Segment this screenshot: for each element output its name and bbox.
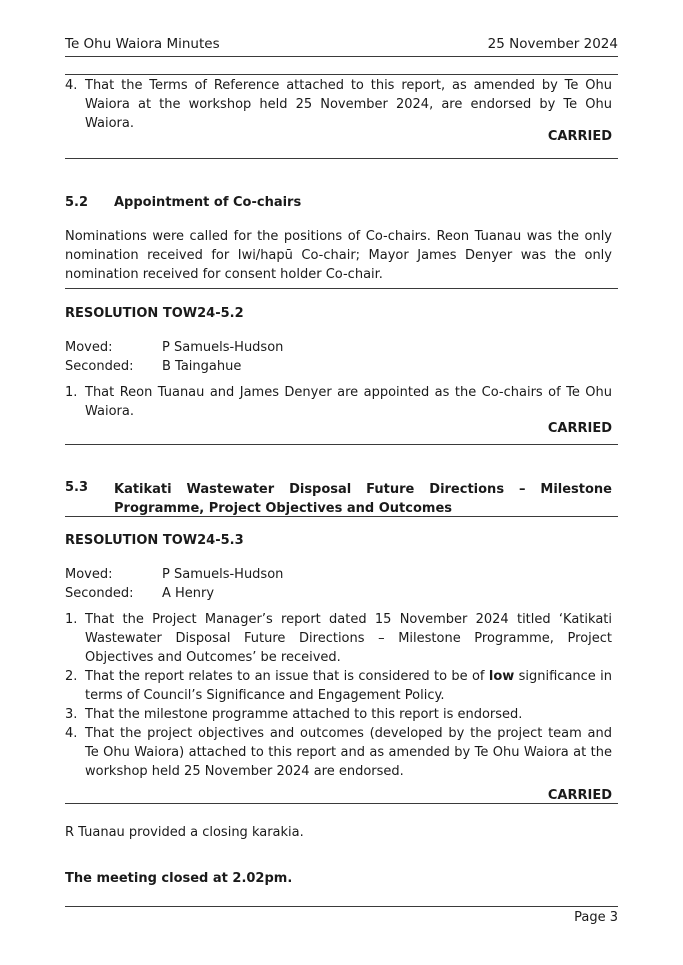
list-item-number: 4. (65, 78, 78, 93)
meeting-closed: The meeting closed at 2.02pm. (65, 871, 293, 886)
carried-label: CARRIED (547, 421, 612, 436)
section-number: 5.3 (65, 480, 89, 495)
list-item-text: That Reon Tuanau and James Denyer are appointed as the Co-chairs of Te Ohu Waiora. (85, 385, 612, 419)
seconded-label: Seconded: (65, 359, 134, 374)
divider (65, 74, 618, 75)
moved-row (65, 338, 283, 357)
resolution-label: RESOLUTION TOW24-5.3 (65, 533, 244, 548)
section-number: 5.2 (65, 195, 89, 210)
list-item-number: 1. (65, 385, 78, 400)
moved-label: Moved: (65, 567, 113, 582)
seconded-row (65, 584, 214, 603)
seconded-value: B Taingahue (162, 359, 242, 374)
list-item (65, 383, 612, 421)
list-item-number: 3. (65, 707, 78, 722)
list-item-text: That the Project Manager’s report dated 15 November 2024 titled ‘Katikati Wastewater Disposal Future Directions – Milestone Programme, Project Objectives and Outcomes’ be received. (85, 612, 612, 665)
document-title: Te Ohu Waiora Minutes (65, 36, 220, 52)
carried-label: CARRIED (547, 129, 612, 144)
list-item-text-part: That the report relates to an issue that is considered to be of (85, 669, 489, 684)
list-item (65, 667, 612, 705)
moved-value: P Samuels-Hudson (162, 340, 284, 355)
seconded-row (65, 357, 241, 376)
carried-label: CARRIED (547, 788, 612, 803)
seconded-label: Seconded: (65, 586, 134, 601)
list-item-text (85, 667, 612, 705)
section-title: Appointment of Co-chairs (114, 195, 302, 210)
list-item (65, 724, 612, 781)
divider (65, 444, 618, 445)
moved-row (65, 565, 283, 584)
moved-label: Moved: (65, 340, 113, 355)
divider (65, 158, 618, 159)
divider (65, 288, 618, 289)
section-title: Katikati Wastewater Disposal Future Directions – Milestone Programme, Project Objectives and Outcomes (114, 482, 612, 516)
divider (65, 516, 618, 517)
divider (65, 803, 618, 804)
list-item (65, 76, 612, 133)
list-item-number: 4. (65, 726, 78, 741)
document-date: 25 November 2024 (487, 36, 618, 52)
list-item-number: 1. (65, 612, 78, 627)
list-item (65, 705, 612, 724)
list-item-text: That the milestone programme attached to this report is endorsed. (85, 707, 523, 722)
seconded-value: A Henry (162, 586, 215, 601)
list-item-number: 2. (65, 669, 78, 684)
header-rule (65, 56, 618, 57)
closing-note: R Tuanau provided a closing karakia. (65, 825, 304, 840)
moved-value: P Samuels-Hudson (162, 567, 284, 582)
emphasis-text: low (488, 669, 515, 684)
page-number: Page 3 (574, 910, 618, 925)
list-item-text: That the Terms of Reference attached to this report, as amended by Te Ohu Waiora at the workshop held 25 November 2024, are endorsed by Te Ohu Waiora. (85, 78, 612, 131)
list-item-text: That the project objectives and outcomes (developed by the project team and Te Ohu Waiora) attached to this report and as amended by Te Ohu Waiora at the workshop held 25 November 2024 are endorsed. (85, 726, 612, 779)
resolution-label: RESOLUTION TOW24-5.2 (65, 306, 244, 321)
footer-rule (65, 906, 618, 907)
section-intro: Nominations were called for the positions of Co-chairs. Reon Tuanau was the only nomination received for Iwi/hapū Co-chair; Mayor James Denyer was the only nomination received for consent holder Co-chair. (65, 229, 612, 282)
list-item-text-part: significance in terms of Council’s Significance and Engagement Policy. (85, 669, 613, 703)
list-item (65, 610, 612, 667)
